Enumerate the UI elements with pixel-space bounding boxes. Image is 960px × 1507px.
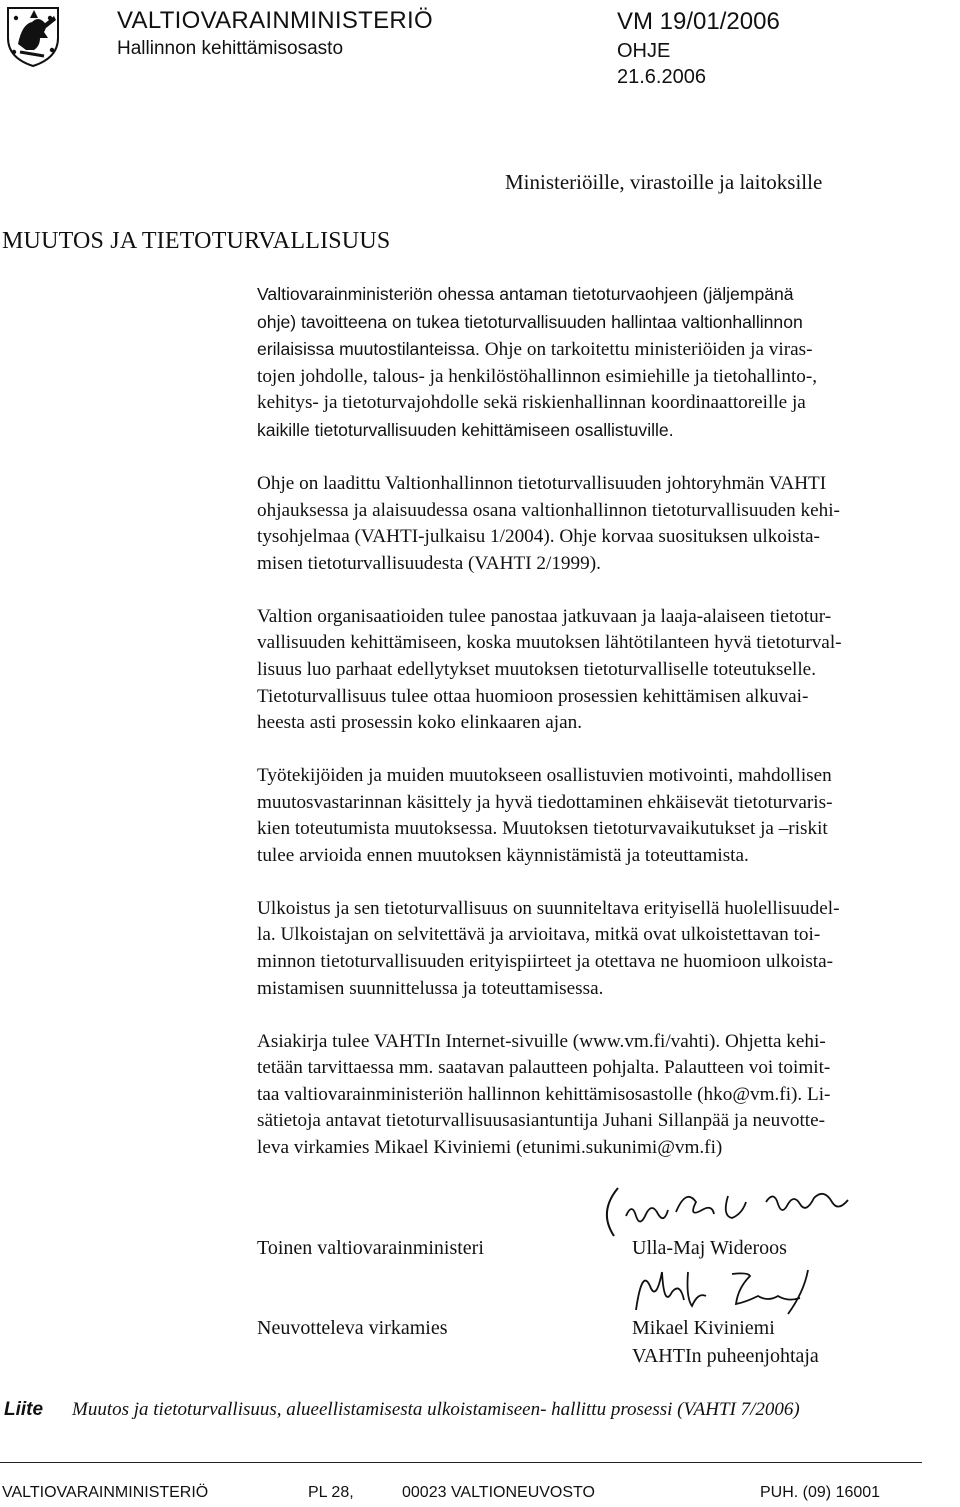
body-line: Työtekijöiden ja muiden muutokseen osallistuvien motivointi, mahdollisen	[257, 765, 832, 787]
department-name: Hallinnon kehittämisosasto	[117, 38, 344, 59]
document-date: 21.6.2006	[617, 66, 706, 88]
signatory-name-official: Mikael Kiviniemi	[632, 1317, 775, 1339]
footer-po-box: PL 28,	[308, 1484, 354, 1501]
document-type: OHJE	[617, 40, 671, 62]
body-line: tojen johdolle, talous- ja henkilöstöhallinnon esimiehille ja tietohallinto-,	[257, 365, 818, 387]
ministry-name: VALTIOVARAINMINISTERIÖ	[117, 7, 433, 34]
footer-divider	[0, 1462, 922, 1463]
signatory-role-minister: Toinen valtiovarainministeri	[257, 1237, 484, 1259]
signature-scribble-chair	[628, 1262, 848, 1320]
body-line: sätietoja antavat tietoturvallisuusasiantuntija Juhani Sillanpää ja neuvotte-	[257, 1110, 826, 1132]
body-line: mistamisen suunnittelussa ja toteuttamisessa.	[257, 977, 604, 999]
signature-scribble-minister	[596, 1182, 896, 1242]
body-line: misen tietoturvallisuudesta (VAHTI 2/1999).	[257, 552, 601, 574]
body-line: tulee arvioida ennen muutoksen käynnistämistä ja toteuttamista.	[257, 844, 749, 866]
body-line: Valtiovarainministeriön ohessa antaman tietoturvaohjeen (jäljempänä	[257, 284, 794, 304]
body-line: kien toteutumista muutoksessa. Muutoksen tietoturvavaikutukset ja –riskit	[257, 818, 828, 840]
body-line: muutosvastarinnan käsittely ja hyvä tiedottaminen ehkäisevät tietoturvaris-	[257, 791, 833, 813]
paragraph-personnel	[257, 763, 957, 869]
body-line: ohje) tavoitteena on tukea tietoturvallisuuden hallintaa valtionhallinnon	[257, 311, 803, 332]
body-line: tetään tarvittaessa mm. saatavan palautteen pohjalta. Palautteen voi toimit-	[257, 1057, 831, 1079]
body-line: erilaisissa muutostilanteissa.	[257, 339, 480, 360]
paragraph-contact	[257, 1029, 957, 1162]
body-line: Asiakirja tulee VAHTIn Internet-sivuille (www.vm.fi/vahti). Ohjetta kehi-	[257, 1030, 826, 1052]
body-line: kehitys- ja tietoturvajohdolle sekä riskienhallinnan koordinaattoreille ja	[257, 392, 806, 414]
paragraph-organisations	[257, 604, 957, 737]
attachment-label: Liite	[4, 1399, 44, 1420]
footer-postal-address: 00023 VALTIONEUVOSTO	[402, 1484, 595, 1501]
body-line: tysohjelmaa (VAHTI-julkaisu 1/2004). Ohje korvaa suosituksen ulkoista-	[257, 526, 820, 548]
body-line: la. Ulkoistajan on selvitettävä ja arvioitava, mitkä ovat ulkoistettavan toi-	[257, 924, 821, 946]
body-line: lisuus luo parhaat edellytykset muutoksen tietoturvalliselle toteutukselle.	[257, 658, 816, 680]
body-line: ohjauksessa ja alaisuudessa osana valtionhallinnon tietoturvallisuuden kehi-	[257, 499, 840, 521]
document-body	[257, 281, 957, 1188]
signatory-name-minister: Ulla-Maj Wideroos	[632, 1237, 787, 1259]
document-title: MUUTOS JA TIETOTURVALLISUUS	[2, 228, 391, 254]
signatory-title-official: VAHTIn puheenjohtaja	[632, 1345, 819, 1367]
body-line: Valtion organisaatioiden tulee panostaa jatkuvaan ja laaja-alaiseen tietotur-	[257, 605, 832, 627]
footer-ministry: VALTIOVARAINMINISTERIÖ	[2, 1484, 209, 1501]
body-line: minnon tietoturvallisuuden erityispiirteet ja otettava ne huomioon ulkoista-	[257, 951, 834, 973]
body-line: heesta asti prosessin koko elinkaaren ajan.	[257, 712, 583, 734]
body-line: taa valtiovarainministeriön hallinnon kehittämisosastolle (hko@vm.fi). Li-	[257, 1083, 831, 1105]
paragraph-purpose	[257, 281, 957, 445]
paragraph-background	[257, 471, 957, 577]
body-line: vallisuuden kehittämiseen, koska muutoksen lähtötilanteen hyvä tietoturval-	[257, 632, 842, 654]
body-line: leva virkamies Mikael Kiviniemi (etunimi.sukunimi@vm.fi)	[257, 1136, 723, 1158]
attachment-text: Muutos ja tietoturvallisuus, alueellistamisesta ulkoistamiseen- hallittu prosessi (VAHTI 7/2006)	[72, 1399, 800, 1420]
paragraph-outsourcing	[257, 896, 957, 1002]
body-line: Tietoturvallisuus tulee ottaa huomioon prosessien kehittämisen alkuvai-	[257, 685, 809, 707]
coat-of-arms-logo	[4, 4, 62, 68]
document-reference: VM 19/01/2006	[617, 8, 780, 35]
signatory-role-official: Neuvotteleva virkamies	[257, 1317, 448, 1339]
body-line: Ohje on laadittu Valtionhallinnon tietoturvallisuuden johtoryhmän VAHTI	[257, 472, 827, 494]
recipients-line: Ministeriöille, virastoille ja laitoksille	[505, 170, 823, 194]
body-line: kaikille tietoturvallisuuden kehittämiseen osallistuville.	[257, 419, 674, 440]
footer-phone: PUH. (09) 16001	[760, 1484, 881, 1501]
body-line: Ohje on tarkoitettu ministeriöiden ja viras-	[479, 339, 813, 361]
body-line: Ulkoistus ja sen tietoturvallisuus on suunniteltava erityisellä huolellisuudel-	[257, 897, 840, 919]
